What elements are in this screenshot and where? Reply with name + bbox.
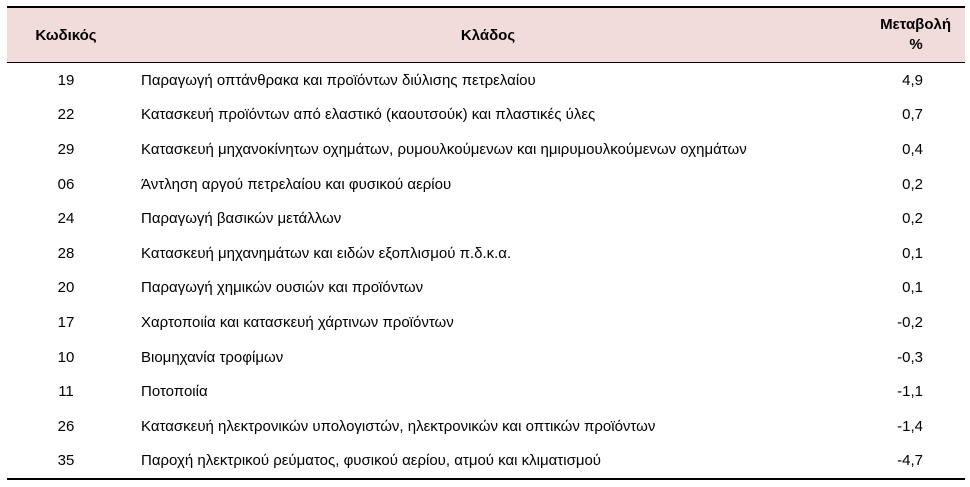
- row-change: -1,4: [897, 417, 923, 435]
- header-row: [7, 7, 965, 63]
- row-change: -1,1: [897, 383, 923, 401]
- table-row: [7, 305, 965, 340]
- row-change: 0,1: [902, 279, 923, 297]
- table-row: [7, 374, 965, 409]
- row-sector: Παραγωγή βασικών μετάλλων: [141, 210, 342, 228]
- header-change-unit: %: [909, 36, 923, 53]
- row-sector: Κατασκευή μηχανημάτων και ειδών εξοπλισμού π.δ.κ.α.: [141, 244, 512, 262]
- table-row: [7, 132, 965, 167]
- row-code: 19: [57, 71, 75, 89]
- table-row: [7, 340, 965, 375]
- row-change: -0,2: [897, 313, 923, 331]
- table-row: [7, 167, 965, 202]
- row-sector: Ποτοποιία: [141, 383, 208, 401]
- header-sector: Κλάδος: [125, 7, 851, 63]
- table-body: [7, 63, 965, 480]
- row-sector: Παροχή ηλεκτρικού ρεύματος, φυσικού αερίου, ατμού και κλιματισμού: [125, 444, 851, 480]
- row-change: 0,4: [902, 140, 923, 158]
- table-row: [7, 63, 965, 98]
- header-change-label: Μεταβολή: [880, 16, 951, 33]
- row-change: 0,1: [902, 244, 923, 262]
- row-code: 20: [57, 279, 75, 297]
- table-row: [7, 444, 965, 480]
- header-code: Κωδικός: [7, 7, 125, 63]
- sector-change-table: [7, 6, 965, 480]
- row-code: 10: [57, 348, 75, 366]
- table-row: [7, 409, 965, 444]
- table-row: [7, 98, 965, 133]
- header-change: [851, 7, 965, 63]
- row-change: 4,9: [902, 71, 923, 89]
- table-row: [7, 236, 965, 271]
- row-change: 0,2: [902, 175, 923, 193]
- row-sector: Άντληση αργού πετρελαίου και φυσικού αερίου: [141, 175, 452, 193]
- row-code: 26: [57, 417, 75, 435]
- row-sector: Κατασκευή μηχανοκίνητων οχημάτων, ρυμουλκούμενων και ημιρυμουλκούμενων οχημάτων: [141, 140, 747, 158]
- row-code: 06: [57, 175, 75, 193]
- row-code: 22: [57, 106, 75, 124]
- row-sector: Χαρτοποιία και κατασκευή χάρτινων προϊόντων: [141, 313, 454, 331]
- row-code: 28: [57, 244, 75, 262]
- table-row: [7, 271, 965, 306]
- row-sector: Παραγωγή οπτάνθρακα και προϊόντων διύλισης πετρελαίου: [141, 71, 536, 89]
- row-code: 29: [57, 140, 75, 158]
- row-code: 17: [57, 313, 75, 331]
- row-code: 35: [7, 444, 125, 480]
- sector-change-table-container: [7, 6, 965, 480]
- row-sector: Βιομηχανία τροφίμων: [141, 348, 284, 366]
- table-header: [7, 7, 965, 63]
- row-code: 11: [58, 383, 74, 401]
- row-sector: Παραγωγή χημικών ουσιών και προϊόντων: [141, 279, 424, 297]
- row-sector: Κατασκευή ηλεκτρονικών υπολογιστών, ηλεκτρονικών και οπτικών προϊόντων: [141, 417, 656, 435]
- row-change: -4,7: [851, 444, 965, 480]
- row-sector: Κατασκευή προϊόντων από ελαστικό (καουτσούκ) και πλαστικές ύλες: [141, 106, 596, 124]
- row-change: -0,3: [897, 348, 923, 366]
- row-code: 24: [57, 210, 75, 228]
- row-change: 0,7: [902, 106, 923, 124]
- table-row: [7, 201, 965, 236]
- row-change: 0,2: [902, 210, 923, 228]
